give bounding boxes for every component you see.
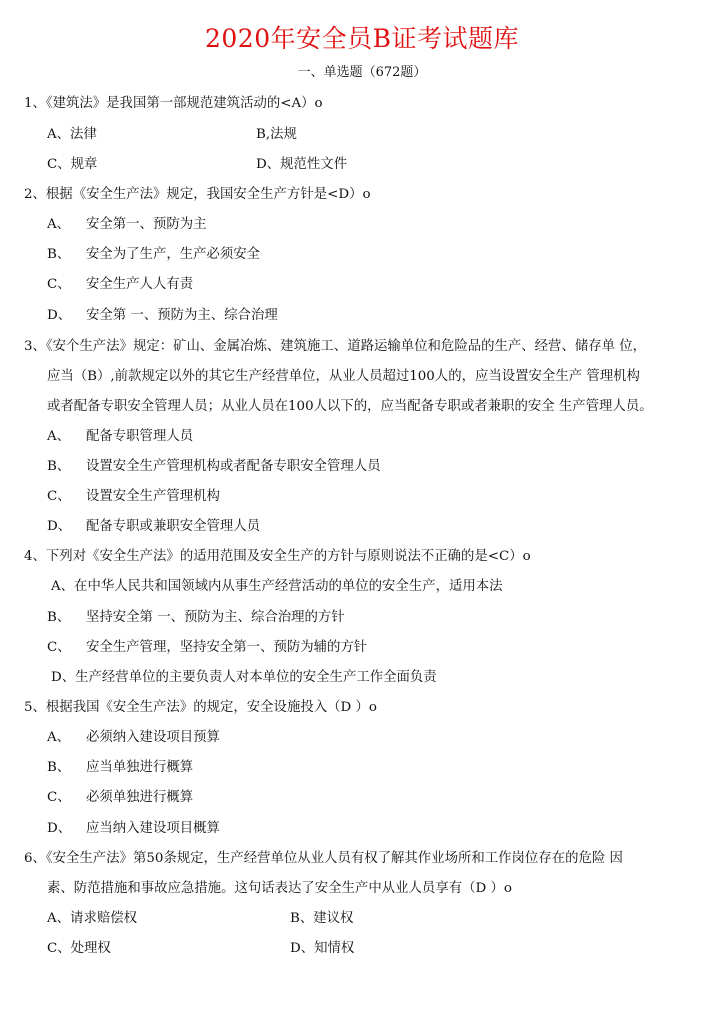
- option-c-letter: C、: [47, 489, 71, 504]
- option-a: A、在中华人民共和国领域内从事生产经营活动的单位的安全生产，适用本法: [51, 579, 503, 594]
- option-a: A、请求赔偿权: [47, 911, 138, 926]
- option-b-letter: B、: [47, 459, 71, 474]
- question-stem: 5、根据我国《安全生产法》的规定，安全设施投入（D ）o: [24, 700, 377, 715]
- option-d: D、规范性文件: [256, 157, 348, 172]
- question-stem: 2、根据《安全生产法》规定，我国安全生产方针是<D）o: [24, 187, 371, 202]
- option-d-letter: D、: [47, 821, 72, 836]
- option-a: 安全第一、预防为主: [86, 217, 207, 232]
- option-c: 安全生产人人有责: [86, 277, 194, 292]
- option-a: 必须纳入建设项目预算: [86, 730, 220, 745]
- option-d-letter: D、: [47, 308, 72, 323]
- option-d: D、生产经营单位的主要负责人对本单位的安全生产工作全面负责: [51, 670, 437, 685]
- option-d: 配备专职或兼职安全管理人员: [86, 519, 261, 534]
- option-a-letter: A、: [47, 429, 71, 444]
- question-stem: 1、《建筑法》是我国第一部规范建筑活动的<A）o: [24, 96, 323, 111]
- option-c: 必须单独进行概算: [86, 790, 194, 805]
- option-c-letter: C、: [47, 790, 71, 805]
- option-c: C、处理权: [47, 941, 111, 956]
- option-a: 配备专职管理人员: [86, 429, 194, 444]
- option-b-letter: B、: [47, 610, 71, 625]
- section-heading: 一、单选题（672题）: [297, 65, 427, 80]
- option-b: 安全为了生产，生产必须安全: [86, 247, 261, 262]
- option-b: B、建议权: [290, 911, 354, 926]
- option-c: 设置安全生产管理机构: [86, 489, 220, 504]
- option-c-letter: C、: [47, 277, 71, 292]
- page-title: 2020年安全员B证考试题库: [205, 24, 519, 53]
- option-b-letter: B、: [47, 760, 71, 775]
- option-b: 应当单独进行概算: [86, 760, 194, 775]
- option-c-letter: C、: [47, 640, 71, 655]
- option-d-letter: D、: [47, 519, 72, 534]
- option-a: A、法律: [47, 127, 97, 142]
- question-stem-line: 应当（B）,前款规定以外的其它生产经营单位，从业人员超过100人的，应当设置安全生产 管理机构: [47, 369, 640, 384]
- question-stem: 4、下列对《安全生产法》的适用范围及安全生产的方针与原则说法不正确的是<C）o: [24, 549, 531, 564]
- question-stem-line: 或者配备专职安全管理人员；从业人员在100人以下的，应当配备专职或者兼职的安全 生产管理人员。: [47, 399, 653, 414]
- option-b: 坚持安全第 一、预防为主、综合治理的方针: [86, 610, 345, 625]
- option-d: 安全第 一、预防为主、综合治理: [86, 308, 278, 323]
- option-d: 应当纳入建设项目概算: [86, 821, 220, 836]
- question-stem-line: 素、防范措施和事故应急措施。这句话表达了安全生产中从业人员享有（D ）o: [47, 881, 512, 896]
- option-a-letter: A、: [47, 217, 71, 232]
- question-stem-line: 3、《安个生产法》规定：矿山、金属冶炼、建筑施工、道路运输单位和危险品的生产、经营、储存单 位，: [24, 339, 647, 354]
- option-b: B,法规: [256, 127, 297, 142]
- option-c: 安全生产管理，坚持安全第一、预防为辅的方针: [86, 640, 368, 655]
- option-b: 设置安全生产管理机构或者配备专职安全管理人员: [86, 459, 381, 474]
- option-a-letter: A、: [47, 730, 71, 745]
- option-d: D、知情权: [290, 941, 355, 956]
- option-c: C、规章: [47, 157, 98, 172]
- option-b-letter: B、: [47, 247, 71, 262]
- question-stem-line: 6、《安全生产法》第50条规定，生产经营单位从业人员有权了解其作业场所和工作岗位存在的危险 因: [24, 851, 623, 866]
